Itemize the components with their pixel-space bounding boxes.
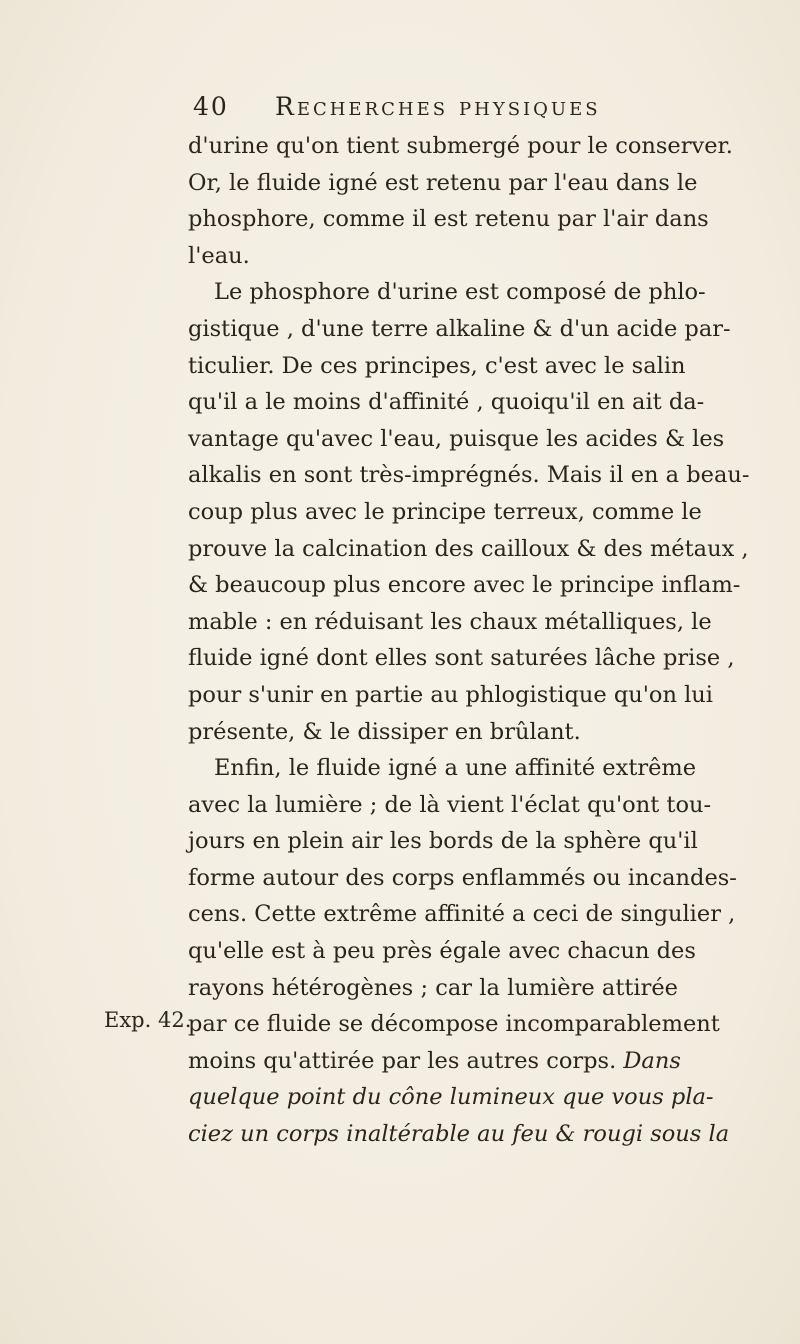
text-line: phosphore, comme il est retenu par l'air dans bbox=[188, 206, 709, 233]
text-line: qu'il a le moins d'affinité , quoiqu'il en ait da- bbox=[188, 389, 705, 416]
text-line: Enfin, le fluide igné a une affinité extrême bbox=[214, 755, 697, 782]
text-line: vantage qu'avec l'eau, puisque les acides & les bbox=[188, 425, 725, 452]
italic-word: Dans bbox=[623, 1047, 681, 1074]
body-text bbox=[188, 128, 750, 1153]
text-line: Le phosphore d'urine est composé de phlo- bbox=[214, 279, 706, 306]
text-line: mable : en réduisant les chaux métalliques, le bbox=[188, 608, 712, 635]
marginal-note: Exp. 42. bbox=[104, 1008, 192, 1032]
text-line: ticulier. De ces principes, c'est avec le salin bbox=[188, 352, 686, 379]
text-line: prouve la calcination des cailloux & des métaux , bbox=[188, 535, 749, 562]
text-line: gistique , d'une terre alkaline & d'un acide par- bbox=[188, 315, 731, 342]
text-line: l'eau. bbox=[188, 242, 250, 269]
page-header bbox=[193, 92, 673, 128]
text-line: par ce fluide se décompose incomparablement bbox=[188, 1011, 720, 1038]
text-line: jours en plein air les bords de la sphère qu'il bbox=[188, 828, 698, 855]
text-line: ciez un corps inaltérable au feu & rougi sous la bbox=[188, 1121, 730, 1148]
text-line: cens. Cette extrême affinité a ceci de singulier , bbox=[188, 901, 736, 928]
running-title: Recherches physiques bbox=[275, 92, 601, 121]
text-line: Or, le fluide igné est retenu par l'eau dans le bbox=[188, 169, 698, 196]
text-line: forme autour des corps enflammés ou incandes- bbox=[188, 864, 737, 891]
page-number: 40 bbox=[193, 92, 229, 121]
text-line: fluide igné dont elles sont saturées lâche prise , bbox=[188, 645, 735, 672]
text-line: alkalis en sont très-imprégnés. Mais il en a beau- bbox=[188, 462, 750, 489]
text-line: avec la lumière ; de là vient l'éclat qu'ont tou- bbox=[188, 791, 712, 818]
text-line: & beaucoup plus encore avec le principe inflam- bbox=[188, 572, 741, 599]
text-line: moins qu'attirée par les autres corps. Dans bbox=[188, 1047, 681, 1074]
text-line: rayons hétérogènes ; car la lumière attirée bbox=[188, 974, 678, 1001]
text-line: quelque point du cône lumineux que vous pla- bbox=[188, 1084, 714, 1111]
text-line: présente, & le dissiper en brûlant. bbox=[188, 718, 581, 745]
text-line: qu'elle est à peu près égale avec chacun des bbox=[188, 938, 696, 965]
text-line: pour s'unir en partie au phlogistique qu'on lui bbox=[188, 681, 713, 708]
text-line: coup plus avec le principe terreux, comme le bbox=[188, 498, 702, 525]
text-line: d'urine qu'on tient submergé pour le conserver. bbox=[188, 133, 733, 159]
